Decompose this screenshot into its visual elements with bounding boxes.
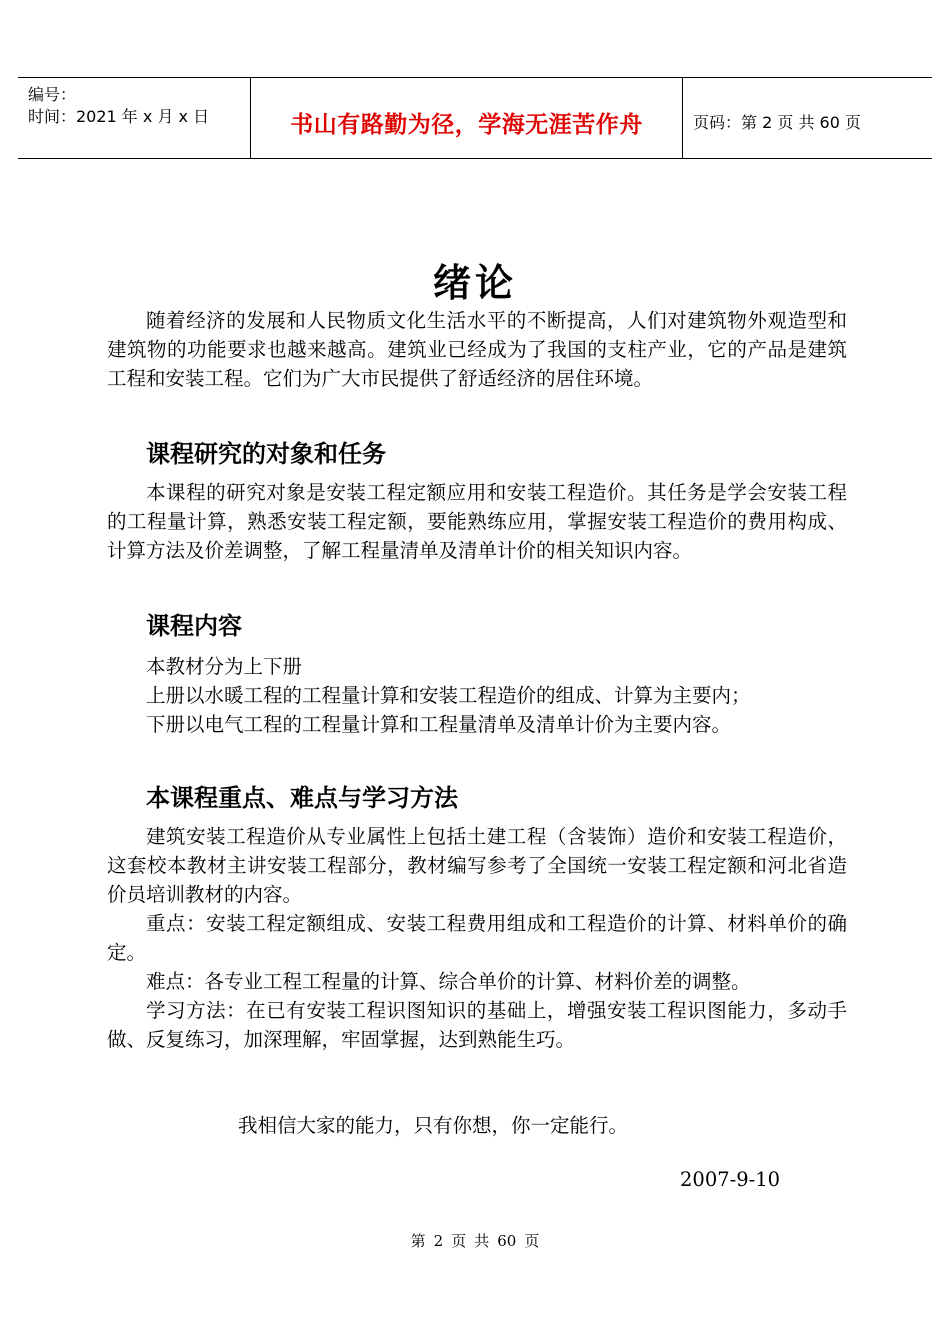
header-page-cell <box>683 78 932 158</box>
section-heading-methods: 本课程重点、难点与学习方法 <box>146 784 458 812</box>
section-heading-content: 课程内容 <box>146 612 242 640</box>
header-page-label: 页码：第 2 页 共 60 页 <box>693 113 861 132</box>
document-header <box>18 77 932 159</box>
page-title: 绪论 <box>432 261 517 305</box>
methods-key-points: 重点：安装工程定额组成、安装工程费用组成和工程造价的计算、材料单价的确定。 <box>107 912 847 964</box>
footer-page-word: 页 <box>451 1232 467 1250</box>
content-line-2: 上册以水暖工程的工程量计算和安装工程造价的组成、计算为主要内； <box>146 684 751 707</box>
methods-study-approach: 学习方法：在已有安装工程识图知识的基础上，增强安装工程识图能力，多动手做、反复练习，加深理解，牢固掌握，达到熟能生巧。 <box>107 999 847 1051</box>
content-line-3: 下册以电气工程的工程量计算和工程量清单及清单计价为主要内容。 <box>146 713 732 736</box>
closing-sentence: 我相信大家的能力，只有你想，你一定能行。 <box>238 1114 629 1137</box>
methods-difficulties: 难点：各专业工程工程量的计算、综合单价的计算、材料价差的调整。 <box>146 970 751 993</box>
content-line-1: 本教材分为上下册 <box>146 655 303 678</box>
header-motto: 书山有路勤为径，学海无涯苦作舟 <box>290 112 643 138</box>
page-footer <box>0 1230 950 1251</box>
footer-page-number: 2 <box>433 1232 444 1250</box>
intro-paragraph: 随着经济的发展和人民物质文化生活水平的不断提高，人们对建筑物外观造型和建筑物的功能要求也越来越高。建筑业已经成为了我国的支柱产业，它的产品是建筑工程和安装工程。它们为广大市民提供了舒适经济的居住环境。 <box>107 309 847 390</box>
section-heading-objects: 课程研究的对象和任务 <box>146 440 386 468</box>
document-date: 2007-9-10 <box>680 1168 781 1191</box>
footer-total-word: 共 <box>474 1232 490 1250</box>
methods-paragraph-1: 建筑安装工程造价从专业属性上包括土建工程（含装饰）造价和安装工程造价，这套校本教材主讲安装工程部分，教材编写参考了全国统一安装工程定额和河北省造价员培训教材的内容。 <box>107 825 847 906</box>
header-info-cell <box>18 78 251 158</box>
header-motto-cell <box>251 78 683 158</box>
document-number-label: 编号： <box>28 85 77 104</box>
document-time-label: 时间：2021 年 x 月 x 日 <box>28 107 210 126</box>
footer-suffix: 页 <box>524 1232 540 1250</box>
section-body-objects: 本课程的研究对象是安装工程定额应用和安装工程造价。其任务是学会安装工程的工程量计算，熟悉安装工程定额，要能熟练应用，掌握安装工程造价的费用构成、计算方法及价差调整，了解工程量清单及清单计价的相关知识内容。 <box>107 481 847 562</box>
footer-total-pages: 60 <box>497 1232 517 1250</box>
footer-prefix: 第 <box>410 1232 426 1250</box>
